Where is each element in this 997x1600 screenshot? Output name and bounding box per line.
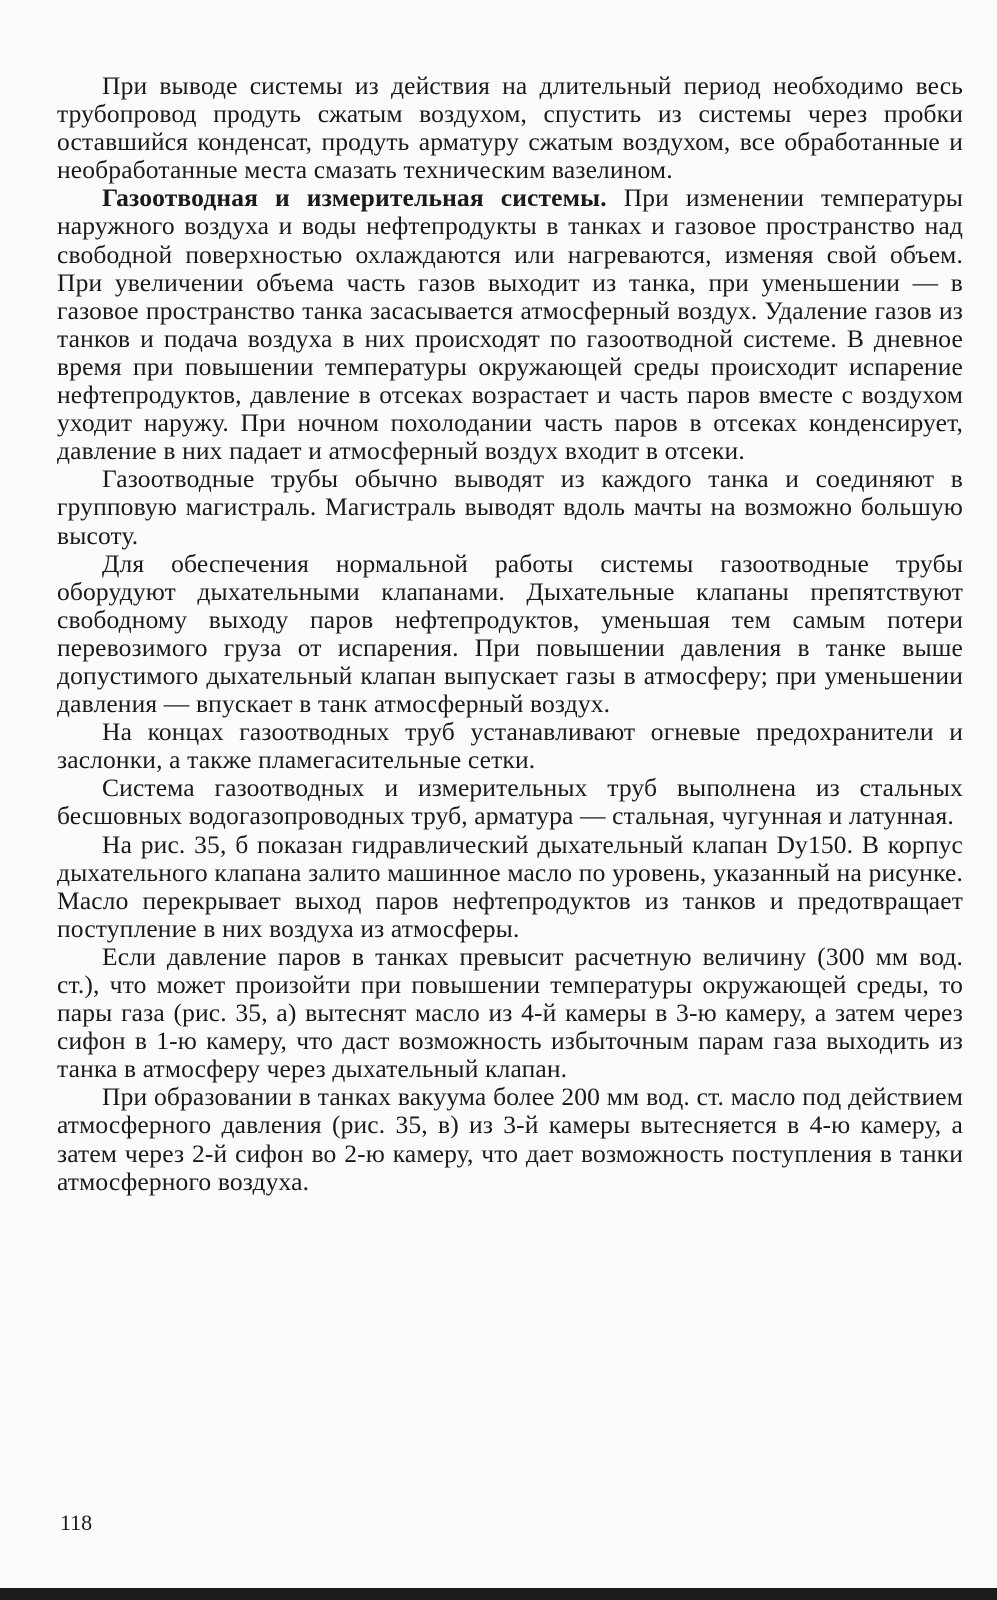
paragraph-text: На рис. 35, б показан гидравлический дыхательный клапан Dу150. В корпус дыхательного клапана залито машинное масло по уровень, указанный на рисунке. Масло перекрывает выход паров нефтепродуктов из танков и предотвращает поступление в них воздуха из атмосферы. — [57, 829, 963, 943]
paragraph — [57, 465, 963, 549]
paragraph — [57, 72, 963, 184]
paragraph — [57, 774, 963, 830]
paragraph-text: При выводе системы из действия на длительный период необходимо весь трубопровод продуть сжатым воздухом, спустить из системы через пробки оставшийся конденсат, продуть арматуру сжатым воздухом, все обработанные и необработанные места смазать техническим вазелином. — [57, 71, 963, 185]
paragraph — [57, 184, 963, 465]
paragraph-text: Для обеспечения нормальной работы системы газоотводные трубы оборудуют дыхательными клапанами. Дыхательные клапаны препятствуют свободному выходу паров нефтепродуктов, уменьшая тем самым потери перевозимого груза от испарения. При повышении давления в танке выше допустимого дыхательный клапан выпускает газы в атмосферу; при уменьшении давления — впускает в танк атмосферный воздух. — [57, 548, 963, 719]
paragraph — [57, 1083, 963, 1195]
paragraph-text: Система газоотводных и измерительных труб выполнена из стальных бесшовных водогазопроводных труб, арматура — стальная, чугунная и латунная. — [57, 773, 963, 831]
paragraph — [57, 550, 963, 719]
page-body — [57, 72, 963, 1196]
paragraph-text: Газоотводные трубы обычно выводят из каждого танка и соединяют в групповую магистраль. Магистраль выводят вдоль мачты на возможно большую высоту. — [57, 464, 963, 550]
scan-edge — [0, 1588, 997, 1600]
paragraph-text: При образовании в танках вакуума более 200 мм вод. ст. масло под действием атмосферного давления (рис. 35, в) из 3-й камеры вытесняется в 4-ю камеру, а затем через 2-й сифон во 2-ю камеру, что дает возможность поступления в танки атмосферного воздуха. — [57, 1082, 963, 1196]
page-number: 118 — [60, 1510, 93, 1535]
section-heading: Газоотводная и измерительная системы. — [102, 183, 607, 213]
paragraph — [57, 943, 963, 1083]
paragraph-text: При изменении температуры наружного воздуха и воды нефтепродукты в танках и газовое пространство над свободной поверхностью охлаждаются или нагреваются, изменяя свой объем. При увеличении объема часть газов выходит из танка, при уменьшении — в газовое пространство танка засасывается атмосферный воздух. Удаление газов из танков и подача воздуха в них происходят по газоотводной системе. В дневное время при повышении температуры окружающей среды происходит испарение нефтепродуктов, давление в отсеках возрастает и часть паров вместе с воздухом уходит наружу. При ночном похолодании часть паров в отсеках конденсирует, давление в них падает и атмосферный воздух входит в отсеки. — [57, 183, 964, 466]
paragraph-text: На концах газоотводных труб устанавливают огневые предохранители и заслонки, а также пламегасительные сетки. — [57, 717, 963, 775]
paragraph — [57, 718, 963, 774]
paragraph — [57, 831, 963, 943]
paragraph-text: Если давление паров в танках превысит расчетную величину (300 мм вод. ст.), что может произойти при повышении температуры окружающей среды, то пары газа (рис. 35, а) вытеснят масло из 4-й камеры в 3-ю камеру, а затем через сифон в 1-ю камеру, что даст возможность избыточным парам газа выходить из танка в атмосферу через дыхательный клапан. — [57, 941, 963, 1084]
